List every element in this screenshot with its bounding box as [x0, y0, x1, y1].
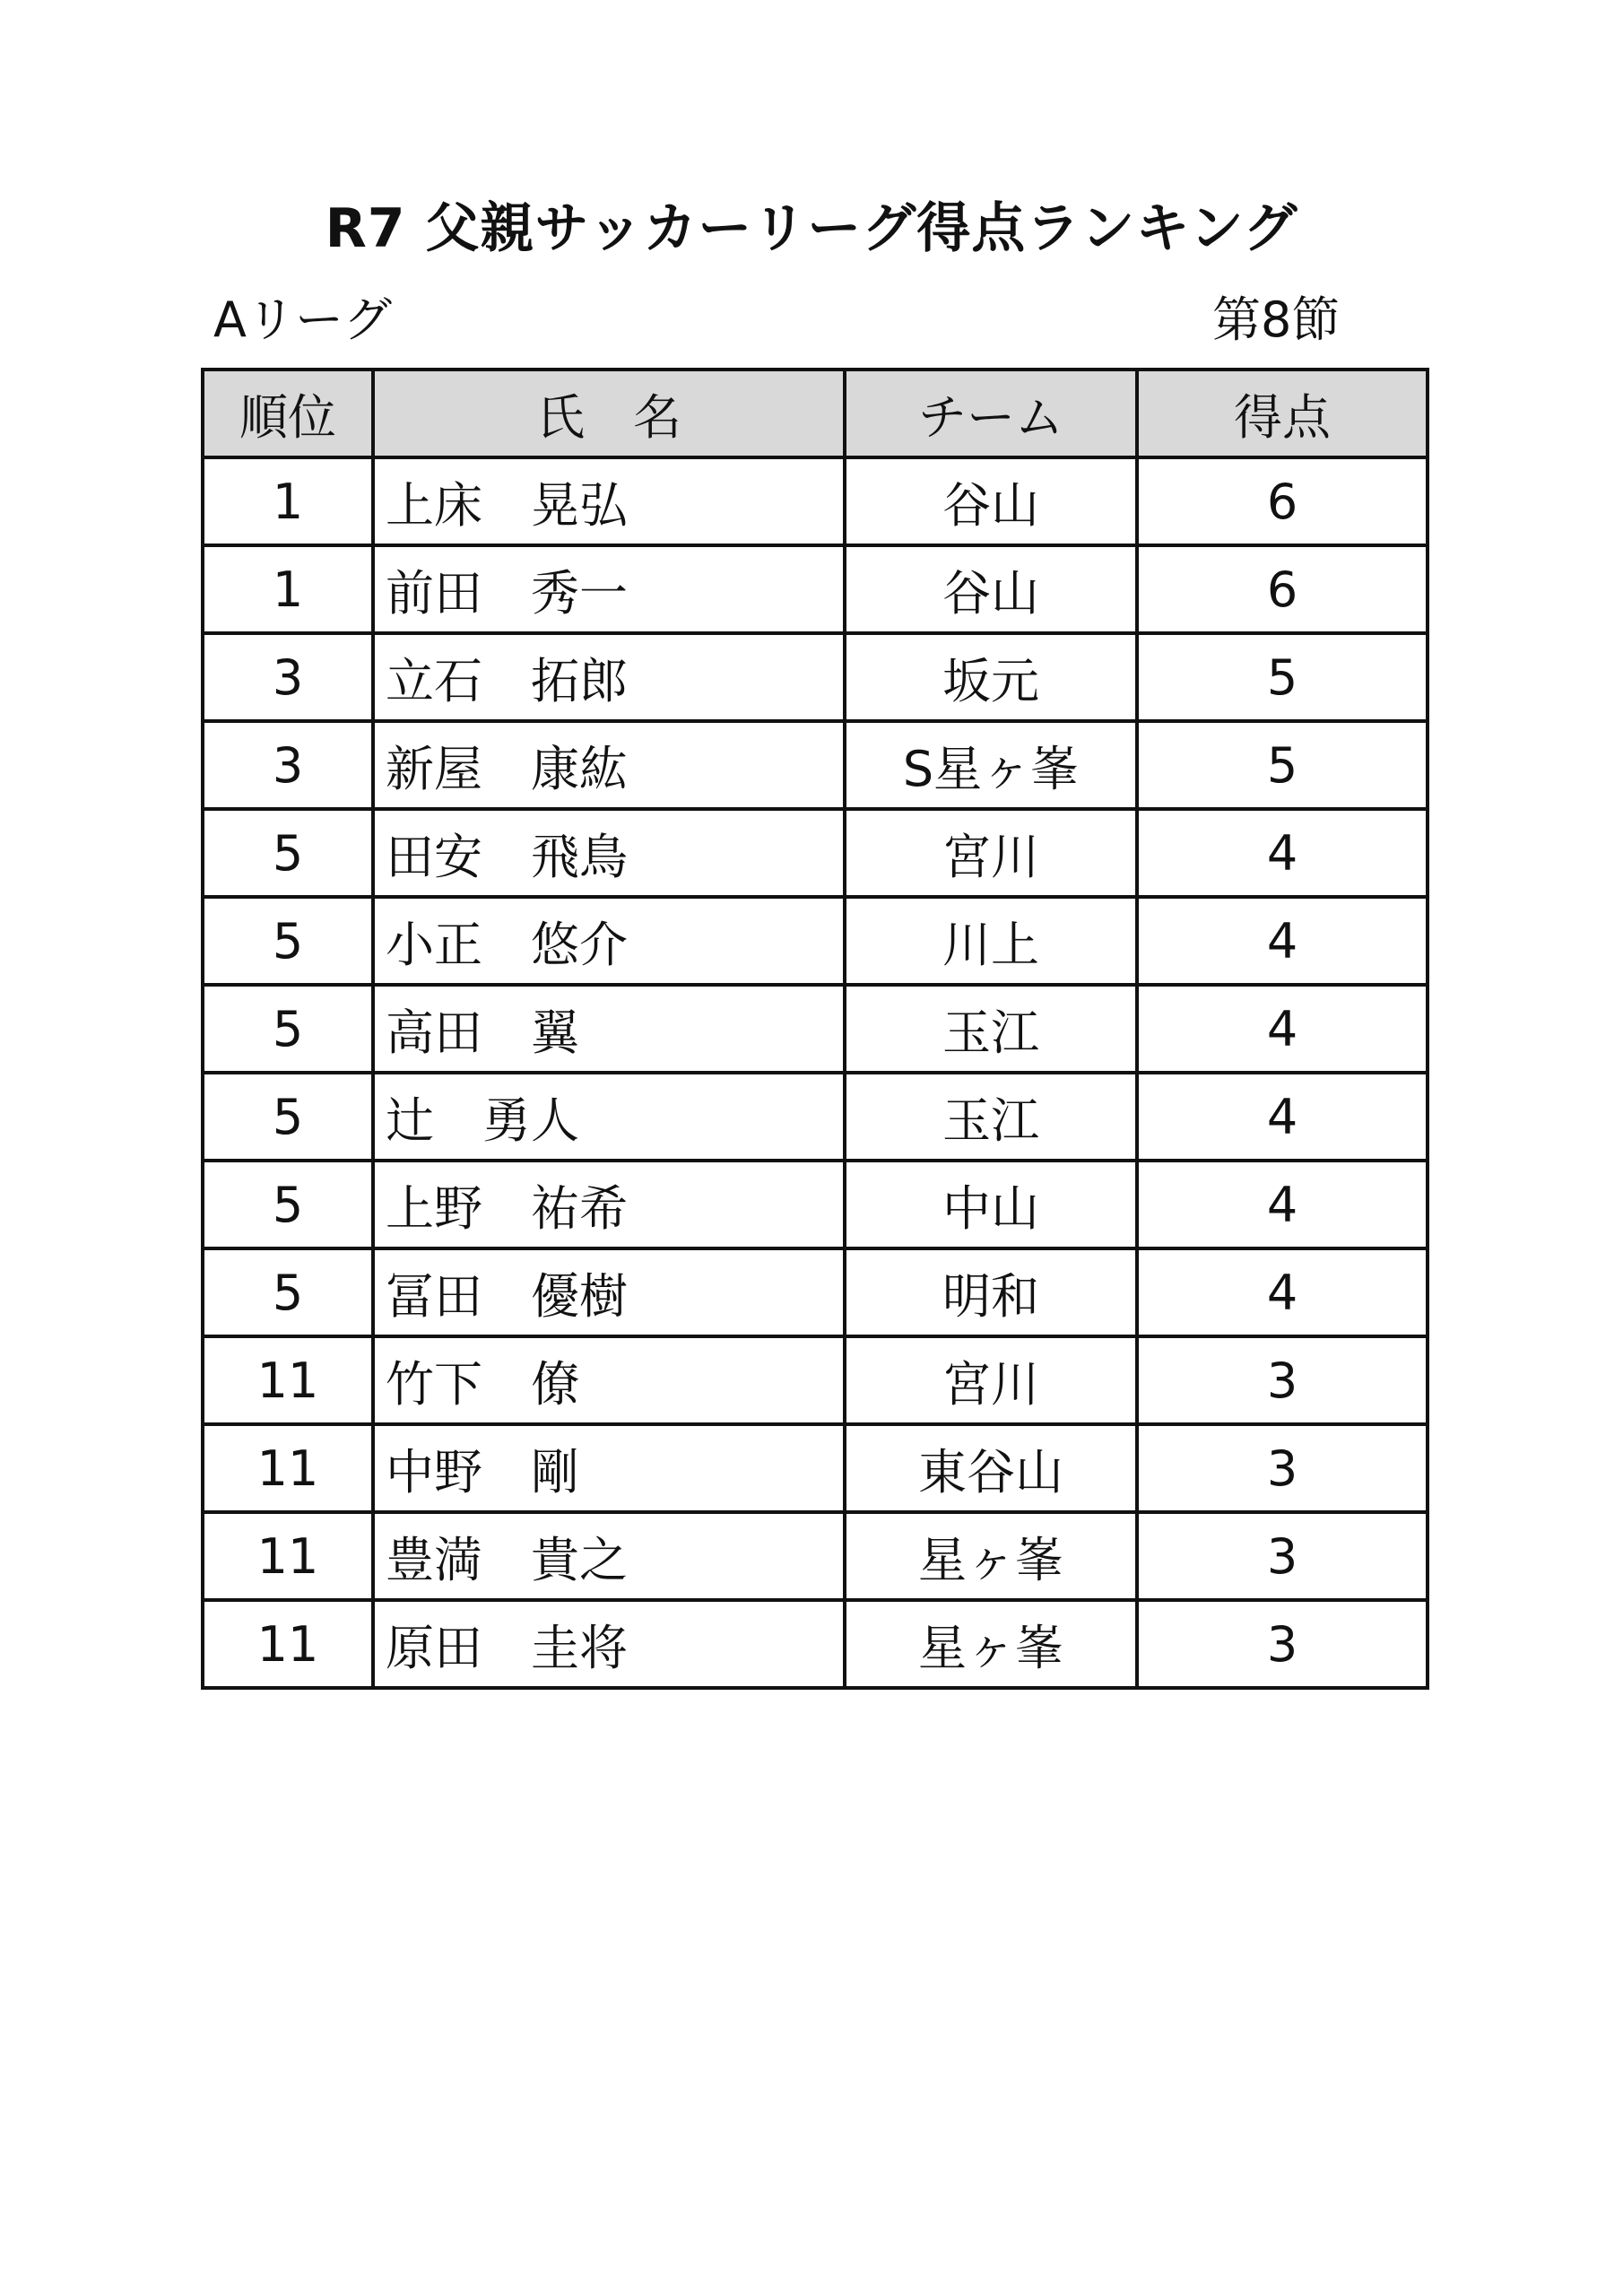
rank-cell: 11 [203, 1600, 373, 1688]
name-cell: 立石 拓郎 [373, 633, 845, 721]
team-cell: 川上 [845, 897, 1137, 985]
table-row [203, 1073, 1428, 1161]
team-cell: 玉江 [845, 985, 1137, 1073]
name-cell: 中野 剛 [373, 1424, 845, 1512]
points-cell: 5 [1137, 633, 1428, 721]
rank-cell: 5 [203, 1161, 373, 1248]
team-cell: 坂元 [845, 633, 1137, 721]
round-label: 第8節 [1212, 291, 1341, 348]
team-cell: 谷山 [845, 457, 1137, 545]
table-row [203, 1248, 1428, 1336]
points-cell: 3 [1137, 1512, 1428, 1600]
table-row [203, 1512, 1428, 1600]
table-row [203, 1600, 1428, 1688]
name-cell: 原田 圭将 [373, 1600, 845, 1688]
table-row [203, 721, 1428, 809]
name-cell: 上床 晃弘 [373, 457, 845, 545]
name-cell: 上野 祐希 [373, 1161, 845, 1248]
table-row [203, 633, 1428, 721]
name-cell: 高田 翼 [373, 985, 845, 1073]
header-points: 得点 [1137, 370, 1428, 457]
team-cell: S星ヶ峯 [845, 721, 1137, 809]
header-rank: 順位 [203, 370, 373, 457]
points-cell: 4 [1137, 897, 1428, 985]
table-row [203, 985, 1428, 1073]
rank-cell: 11 [203, 1512, 373, 1600]
team-cell: 宮川 [845, 1336, 1137, 1424]
team-cell: 谷山 [845, 545, 1137, 633]
table-row [203, 545, 1428, 633]
table-row [203, 1161, 1428, 1248]
page-title: R7 父親サッカーリーグ得点ランキング [325, 197, 1298, 260]
rank-cell: 1 [203, 457, 373, 545]
ranking-table [201, 368, 1429, 1690]
points-cell: 4 [1137, 809, 1428, 897]
rank-cell: 11 [203, 1424, 373, 1512]
rank-cell: 3 [203, 721, 373, 809]
table-row [203, 809, 1428, 897]
rank-cell: 5 [203, 1248, 373, 1336]
points-cell: 4 [1137, 1073, 1428, 1161]
header-name: 氏 名 [373, 370, 845, 457]
name-cell: 豊満 貴之 [373, 1512, 845, 1600]
name-cell: 竹下 僚 [373, 1336, 845, 1424]
points-cell: 4 [1137, 985, 1428, 1073]
points-cell: 6 [1137, 457, 1428, 545]
name-cell: 前田 秀一 [373, 545, 845, 633]
points-cell: 4 [1137, 1248, 1428, 1336]
table-row [203, 897, 1428, 985]
points-cell: 6 [1137, 545, 1428, 633]
league-label: Aリーグ [213, 291, 392, 348]
team-cell: 中山 [845, 1161, 1137, 1248]
rank-cell: 5 [203, 1073, 373, 1161]
rank-cell: 3 [203, 633, 373, 721]
name-cell: 新屋 康紘 [373, 721, 845, 809]
table-row [203, 1424, 1428, 1512]
rank-cell: 1 [203, 545, 373, 633]
name-cell: 小正 悠介 [373, 897, 845, 985]
rank-cell: 11 [203, 1336, 373, 1424]
rank-cell: 5 [203, 897, 373, 985]
team-cell: 東谷山 [845, 1424, 1137, 1512]
team-cell: 星ヶ峯 [845, 1512, 1137, 1600]
header-row [203, 370, 1428, 457]
name-cell: 冨田 優樹 [373, 1248, 845, 1336]
team-cell: 玉江 [845, 1073, 1137, 1161]
table-body [203, 457, 1428, 1688]
name-cell: 田安 飛鳥 [373, 809, 845, 897]
points-cell: 5 [1137, 721, 1428, 809]
rank-cell: 5 [203, 809, 373, 897]
name-cell: 辻 勇人 [373, 1073, 845, 1161]
points-cell: 4 [1137, 1161, 1428, 1248]
team-cell: 星ヶ峯 [845, 1600, 1137, 1688]
table-row [203, 457, 1428, 545]
team-cell: 明和 [845, 1248, 1137, 1336]
rank-cell: 5 [203, 985, 373, 1073]
team-cell: 宮川 [845, 809, 1137, 897]
table-header [203, 370, 1428, 457]
points-cell: 3 [1137, 1424, 1428, 1512]
points-cell: 3 [1137, 1600, 1428, 1688]
table-row [203, 1336, 1428, 1424]
header-team: チーム [845, 370, 1137, 457]
points-cell: 3 [1137, 1336, 1428, 1424]
